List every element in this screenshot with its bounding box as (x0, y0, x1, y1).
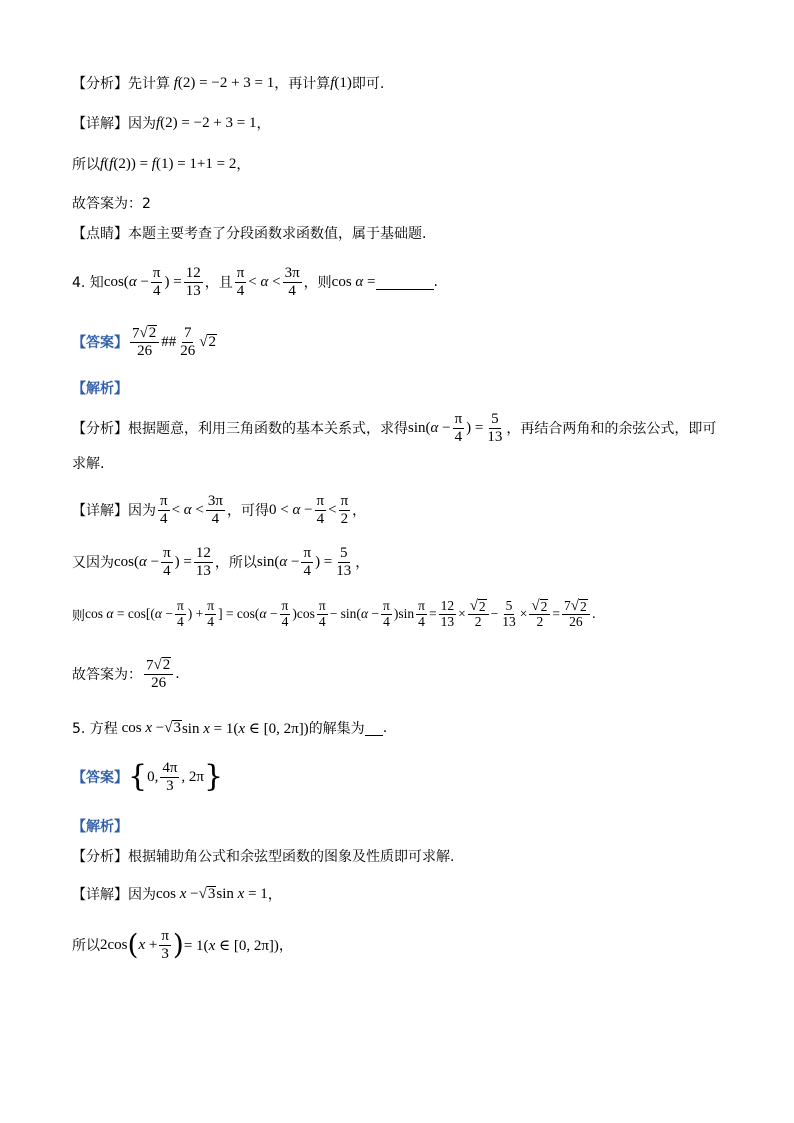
formula: f(1) (330, 74, 352, 91)
q4-compute-line: 则 cos α = cos[(α − $\frac{\pi}{4}$ ) + $\frac{\pi}{4}$ ] = cos(α − $\frac{\pi}{4}$ )cos $\frac{\pi}{4}$ − sin(α − $\frac{\pi}{4}$ )sin $\frac{\pi}{4}$ = $\frac{12}{13}$ × √ 2 2 − $\frac{5}{13}$ × √ 2 2 = 7 √ 2 26 . (72, 597, 596, 630)
q4-question-line: 4. 知 cos(α − $\frac{\pi}{4}$ ) = $\frac{12}{13}$ ，且 $\frac{\pi}{4}$ < α < $\frac{3\pi}{4}$ ，则 cos α = . (72, 265, 438, 299)
text: 故答案为：2 (72, 196, 151, 212)
q3-therefore-line: 所以 f(f(2)) = f(1) = 1+1 = 2 ， (72, 155, 251, 173)
text: ，可得 (226, 503, 269, 519)
text: 因为 (128, 116, 156, 132)
fraction: $\frac{\pi}{4}$ (454, 411, 463, 445)
fraction: $\frac{\pi}{4}$ (316, 493, 325, 527)
text: ， (352, 503, 367, 519)
q5-question-line: 5. 方程 cos x − √ 3 sin x = 1(x ∈ [0, 2π]) 的解集为 . (72, 719, 388, 737)
fraction: $\frac{7}{26}$ (180, 325, 196, 359)
fraction: $\frac{5}{13}$ (336, 545, 352, 579)
text: 根据辅助角公式和余弦型函数的图象及性质即可求解. (128, 849, 455, 865)
fraction: $\frac{12}{13}$ (195, 545, 211, 579)
text: 所以 (72, 938, 100, 954)
fraction: $\frac{\pi}{3}$ (161, 928, 169, 962)
comment-tag: 【点睛】 (72, 226, 128, 242)
detail-tag: 【详解】 (72, 116, 128, 132)
question-number: 4. 知 (72, 275, 104, 291)
detail-tag: 【详解】 (72, 503, 128, 519)
text: 本题主要考查了分段函数求函数值，属于基础题. (128, 226, 427, 242)
answer-tag: 【答案】 (72, 770, 128, 786)
fraction: $\frac{\pi}{4}$ (236, 265, 245, 299)
text: ，则 (303, 275, 332, 291)
text: 又因为 (72, 555, 114, 571)
fraction: $\frac{12}{13}$ (185, 265, 201, 299)
text: ， (256, 116, 271, 132)
q3-analysis-line (72, 72, 384, 94)
separator: ## (161, 333, 177, 350)
analysis-tag: 【分析】 (72, 849, 128, 865)
q4-final-line: 故答案为： 7 √ 2 26 . (72, 656, 180, 691)
q5-therefore-line: 所以 2cos ( x + $\frac{\pi}{3}$ ) = 1(x ∈ [0, 2π]) ， (72, 928, 293, 962)
text: 求解. (72, 456, 105, 472)
text: 因为 (128, 503, 156, 519)
answer-blank (376, 275, 434, 290)
q5-jiexi-line (72, 815, 128, 837)
q3-answer-line (72, 192, 151, 214)
analysis-tag: 【分析】 (72, 76, 128, 92)
fraction: 7 √ 2 26 (144, 657, 173, 691)
fraction: $\frac{\pi}{2}$ (340, 493, 349, 527)
question-number: 5. 方程 (72, 721, 118, 737)
formula: f(f(2)) = f(1) = 1+1 = 2 (100, 155, 237, 172)
fraction: 7 √ 2 26 (130, 325, 159, 359)
q4-answer-line: 【答案】 7 √ 2 26 ## $\frac{7}{26}$ √ 2 (72, 324, 216, 359)
fraction: $\frac{4\pi}{3}$ (162, 760, 178, 794)
fraction: $\frac{3\pi}{4}$ (207, 493, 223, 527)
fraction: $\frac{\pi}{4}$ (160, 493, 168, 527)
q3-detail-line (72, 112, 271, 134)
q4-again-line: 又因为 cos(α − $\frac{\pi}{4}$ ) = $\frac{12}{13}$ ，所以 sin(α − $\frac{\pi}{4}$ ) = $\frac{5}{13}$ ， (72, 545, 370, 579)
fraction: $\frac{\pi}{4}$ (152, 265, 161, 299)
text: 根据题意，利用三角函数的基本关系式，求得 (128, 421, 408, 437)
fraction: $\frac{\pi}{4}$ (303, 545, 312, 579)
text: ，再计算 (274, 76, 331, 92)
formula: cos(α − (103, 273, 149, 290)
solution-tag: 【解析】 (72, 381, 128, 397)
text: ，且 (204, 275, 233, 291)
q5-detail-line: 【详解】 因为 cos x − √ 3 sin x = 1 ， (72, 885, 282, 903)
text: 所以 (72, 157, 100, 173)
detail-tag: 【详解】 (72, 887, 128, 903)
text: ，所以 (214, 555, 257, 571)
formula: f(2) = −2 + 3 = 1 (173, 74, 275, 91)
text: 的解集为 (308, 721, 365, 737)
text: 则 (72, 608, 86, 624)
fraction: $\frac{\pi}{4}$ (163, 545, 171, 579)
q4-analysis-line: 【分析】 根据题意，利用三角函数的基本关系式，求得 sin(α − $\frac{\pi}{4}$ ) = $\frac{5}{13}$ ，再结合两角和的余弦公式，即可 (72, 411, 717, 445)
fraction: $\frac{3\pi}{4}$ (284, 265, 300, 299)
solution-tag: 【解析】 (72, 819, 128, 835)
text: 先计算 (128, 76, 170, 92)
q5-analysis-line (72, 845, 454, 867)
q4-jiexi-line (72, 377, 128, 399)
text: 故答案为： (72, 667, 142, 683)
text: 因为 (128, 887, 156, 903)
fraction: $\frac{5}{13}$ (487, 411, 503, 445)
q3-comment-line (72, 222, 426, 244)
text: 即可. (351, 76, 385, 92)
formula: f(2) = −2 + 3 = 1 (156, 114, 257, 131)
answer-blank (365, 721, 383, 736)
text: ，再结合两角和的余弦公式，即可 (506, 421, 717, 437)
q4-detail-line: 【详解】 因为 $\frac{\pi}{4}$ < α < $\frac{3\pi}{4}$ ，可得 0 < α − $\frac{\pi}{4}$ < $\frac{\pi}{2}$ ， (72, 493, 367, 527)
q5-answer-line: 【答案】 { 0, $\frac{4\pi}{3}$ , 2π } (72, 759, 224, 794)
analysis-tag: 【分析】 (72, 421, 128, 437)
answer-tag: 【答案】 (72, 335, 128, 351)
q4-analysis-line2 (72, 452, 104, 474)
